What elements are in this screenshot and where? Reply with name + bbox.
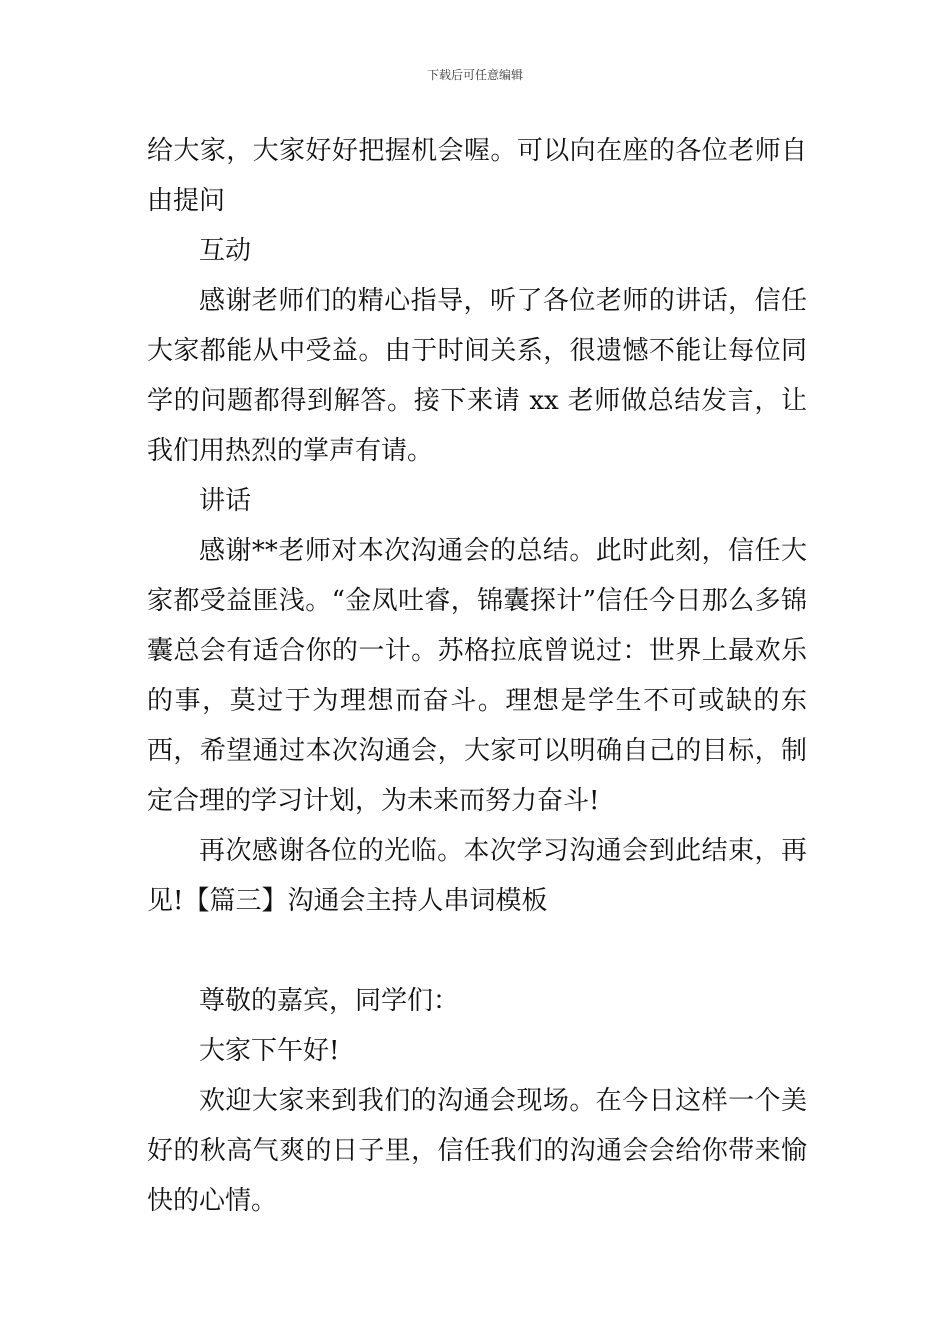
paragraph-summary-thanks: 感谢**老师对本次沟通会的总结。此时此刻，信任大家都受益匪浅。“金凤吐睿，锦囊探计”信任今日那么多锦囊总会有适合你的一计。苏格拉底曾说过：世界上最欢乐的事，莫过于为理想而奋斗。理想是学生不可或缺的东西，希望通过本次沟通会，大家可以明确自己的目标，制定合理的学习计划，为未来而努力奋斗! [147, 536, 807, 816]
paragraph-continuation: 给大家，大家好好把握机会喔。可以向在座的各位老师自由提问 [147, 136, 807, 216]
section-label-speech: 讲话 [199, 486, 252, 516]
paragraph-closing: 再次感谢各位的光临。本次学习沟通会到此结束，再见!【篇三】沟通会主持人串词模板 [147, 836, 807, 916]
page-header: 下载后可任意编辑 [426, 68, 523, 82]
paragraph-salutation: 尊敬的嘉宾，同学们： [199, 986, 460, 1016]
document-body [147, 126, 807, 1226]
paragraph-thanks-teachers: 感谢老师们的精心指导，听了各位老师的讲话，信任大家都能从中受益。由于时间关系，很遗憾不能让每位同学的问题都得到解答。接下来请 xx 老师做总结发言，让我们用热烈的掌声有请。 [147, 286, 807, 466]
paragraph-greeting: 大家下午好! [199, 1036, 340, 1066]
paragraph-welcome: 欢迎大家来到我们的沟通会现场。在今日这样一个美好的秋高气爽的日子里，信任我们的沟通会会给你带来愉快的心情。 [147, 1086, 807, 1216]
section-label-interaction: 互动 [199, 236, 252, 266]
blank-line [147, 926, 807, 976]
